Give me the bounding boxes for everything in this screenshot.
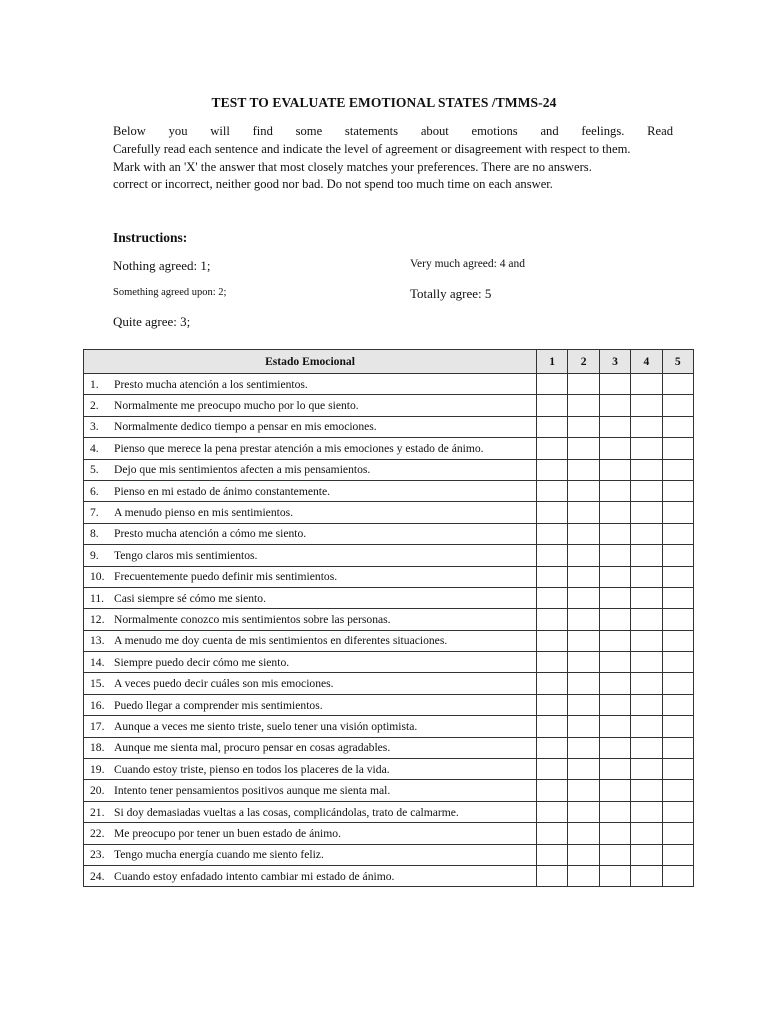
answer-cell-option-1[interactable] — [537, 759, 568, 780]
answer-cell-option-5[interactable] — [662, 566, 693, 587]
answer-cell-option-5[interactable] — [662, 652, 693, 673]
statement-number: 7. — [90, 506, 99, 520]
statement-text: Casi siempre sé cómo me siento. — [114, 591, 266, 605]
statement-cell — [84, 759, 537, 780]
answer-cell-option-3[interactable] — [599, 759, 630, 780]
column-header-option-2: 2 — [568, 350, 599, 374]
answer-cell-option-2[interactable] — [568, 587, 599, 608]
statement-text: Siempre puedo decir cómo me siento. — [114, 655, 290, 669]
answer-cell-option-2[interactable] — [568, 438, 599, 459]
answer-cell-option-4[interactable] — [631, 480, 662, 501]
answer-cell-option-3[interactable] — [599, 587, 630, 608]
answer-cell-option-4[interactable] — [631, 609, 662, 630]
table-row — [84, 673, 694, 694]
table-header-row — [84, 350, 694, 374]
answer-cell-option-5[interactable] — [662, 609, 693, 630]
statement-number: 4. — [90, 441, 99, 455]
statement-number: 23. — [90, 848, 105, 862]
table-row — [84, 502, 694, 523]
statement-text: Tengo mucha energía cuando me siento feliz. — [114, 848, 324, 862]
statement-text: Pienso que merece la pena prestar atención a mis emociones y estado de ánimo. — [114, 441, 484, 455]
statement-number: 14. — [90, 655, 105, 669]
answer-cell-option-5[interactable] — [662, 737, 693, 758]
statement-cell — [84, 780, 537, 801]
intro-line-2: Carefully read each sentence and indicate the level of agreement or disagreement with respect to them. — [113, 141, 631, 156]
table-row — [84, 652, 694, 673]
statement-number: 13. — [90, 634, 105, 648]
statement-number: 24. — [90, 869, 105, 883]
answer-cell-option-5[interactable] — [662, 480, 693, 501]
table-row — [84, 480, 694, 501]
answer-cell-option-3[interactable] — [599, 438, 630, 459]
statement-number: 19. — [90, 762, 105, 776]
table-row — [84, 609, 694, 630]
answer-cell-option-1[interactable] — [537, 694, 568, 715]
answer-cell-option-3[interactable] — [599, 395, 630, 416]
table-row — [84, 523, 694, 544]
legend-nothing-agreed: Nothing agreed: 1; — [113, 258, 211, 273]
answer-cell-option-2[interactable] — [568, 823, 599, 844]
answer-cell-option-2[interactable] — [568, 759, 599, 780]
table-row — [84, 545, 694, 566]
answer-cell-option-3[interactable] — [599, 844, 630, 865]
answer-cell-option-5[interactable] — [662, 780, 693, 801]
statement-cell — [84, 459, 537, 480]
statement-cell — [84, 823, 537, 844]
statement-number: 8. — [90, 527, 99, 541]
column-header-option-3: 3 — [599, 350, 630, 374]
statement-number: 15. — [90, 677, 105, 691]
answer-cell-option-2[interactable] — [568, 865, 599, 886]
statement-cell — [84, 374, 537, 395]
statement-number: 18. — [90, 741, 105, 755]
table-row — [84, 694, 694, 715]
column-header-option-1: 1 — [537, 350, 568, 374]
statement-cell — [84, 523, 537, 544]
answer-cell-option-3[interactable] — [599, 865, 630, 886]
answer-cell-option-4[interactable] — [631, 716, 662, 737]
statement-number: 10. — [90, 570, 105, 584]
answer-cell-option-2[interactable] — [568, 630, 599, 651]
legend-totally-agree: Totally agree: 5 — [410, 286, 492, 301]
answer-cell-option-5[interactable] — [662, 844, 693, 865]
statement-cell — [84, 587, 537, 608]
statement-text: Si doy demasiadas vueltas a las cosas, complicándolas, trato de calmarme. — [114, 805, 459, 819]
answer-cell-option-1[interactable] — [537, 609, 568, 630]
answer-cell-option-1[interactable] — [537, 502, 568, 523]
answer-cell-option-5[interactable] — [662, 438, 693, 459]
answer-cell-option-3[interactable] — [599, 652, 630, 673]
statement-text: Tengo claros mis sentimientos. — [114, 548, 258, 562]
answer-cell-option-3[interactable] — [599, 502, 630, 523]
statement-cell — [84, 865, 537, 886]
statement-cell — [84, 801, 537, 822]
answer-cell-option-5[interactable] — [662, 502, 693, 523]
statement-number: 17. — [90, 719, 105, 733]
table-row — [84, 566, 694, 587]
statement-cell — [84, 630, 537, 651]
answer-cell-option-1[interactable] — [537, 566, 568, 587]
answer-cell-option-3[interactable] — [599, 523, 630, 544]
statement-number: 21. — [90, 805, 105, 819]
answer-cell-option-1[interactable] — [537, 374, 568, 395]
statement-cell — [84, 673, 537, 694]
legend-quite-agree: Quite agree: 3; — [113, 314, 191, 329]
document-title: TEST TO EVALUATE EMOTIONAL STATES /TMMS-24 — [211, 95, 557, 110]
answer-cell-option-5[interactable] — [662, 694, 693, 715]
statement-number: 12. — [90, 612, 105, 626]
answer-cell-option-5[interactable] — [662, 823, 693, 844]
legend-something-agreed: Something agreed upon: 2; — [113, 287, 227, 298]
statement-number: 9. — [90, 548, 99, 562]
table-row — [84, 587, 694, 608]
column-header-option-4: 4 — [631, 350, 662, 374]
answer-cell-option-3[interactable] — [599, 801, 630, 822]
statement-number: 5. — [90, 463, 99, 477]
statement-cell — [84, 716, 537, 737]
answer-cell-option-4[interactable] — [631, 865, 662, 886]
answer-cell-option-1[interactable] — [537, 438, 568, 459]
column-header-statement: Estado Emocional — [84, 350, 537, 374]
answer-cell-option-1[interactable] — [537, 823, 568, 844]
answer-cell-option-2[interactable] — [568, 801, 599, 822]
answer-cell-option-2[interactable] — [568, 545, 599, 566]
table-row — [84, 630, 694, 651]
answer-cell-option-2[interactable] — [568, 673, 599, 694]
statement-text: Cuando estoy triste, pienso en todos los placeres de la vida. — [114, 762, 390, 776]
answer-cell-option-3[interactable] — [599, 416, 630, 437]
statement-number: 22. — [90, 826, 105, 840]
answer-cell-option-1[interactable] — [537, 395, 568, 416]
answer-cell-option-4[interactable] — [631, 545, 662, 566]
table-row — [84, 438, 694, 459]
answer-cell-option-5[interactable] — [662, 801, 693, 822]
answer-cell-option-4[interactable] — [631, 459, 662, 480]
answer-cell-option-3[interactable] — [599, 823, 630, 844]
answer-cell-option-5[interactable] — [662, 395, 693, 416]
statement-number: 3. — [90, 420, 99, 434]
answer-cell-option-2[interactable] — [568, 502, 599, 523]
answer-cell-option-1[interactable] — [537, 523, 568, 544]
answer-cell-option-3[interactable] — [599, 630, 630, 651]
answer-cell-option-3[interactable] — [599, 673, 630, 694]
statement-text: Normalmente dedico tiempo a pensar en mis emociones. — [114, 420, 377, 434]
answer-cell-option-3[interactable] — [599, 737, 630, 758]
answer-cell-option-3[interactable] — [599, 374, 630, 395]
answer-cell-option-3[interactable] — [599, 694, 630, 715]
statement-cell — [84, 545, 537, 566]
answer-cell-option-3[interactable] — [599, 780, 630, 801]
answer-cell-option-2[interactable] — [568, 374, 599, 395]
answer-cell-option-2[interactable] — [568, 737, 599, 758]
answer-cell-option-2[interactable] — [568, 523, 599, 544]
answer-cell-option-5[interactable] — [662, 459, 693, 480]
answer-cell-option-5[interactable] — [662, 523, 693, 544]
statement-cell — [84, 737, 537, 758]
statement-number: 11. — [90, 591, 105, 605]
answer-cell-option-4[interactable] — [631, 523, 662, 544]
answer-cell-option-1[interactable] — [537, 737, 568, 758]
statement-cell — [84, 844, 537, 865]
intro-line-1: Below you will find some statements about emotions and feelings. Read — [113, 124, 673, 138]
answer-cell-option-4[interactable] — [631, 737, 662, 758]
answer-cell-option-2[interactable] — [568, 609, 599, 630]
answer-cell-option-1[interactable] — [537, 673, 568, 694]
statement-text: Cuando estoy enfadado intento cambiar mi estado de ánimo. — [114, 869, 395, 883]
intro-line-3: Mark with an 'X' the answer that most closely matches your preferences. There are no answers. — [113, 159, 592, 174]
statement-number: 20. — [90, 784, 105, 798]
answer-cell-option-2[interactable] — [568, 716, 599, 737]
table-row — [84, 823, 694, 844]
table-row — [84, 459, 694, 480]
table-row — [84, 395, 694, 416]
statement-number: 2. — [90, 399, 99, 413]
statement-cell — [84, 609, 537, 630]
answer-cell-option-1[interactable] — [537, 587, 568, 608]
answer-cell-option-2[interactable] — [568, 459, 599, 480]
statement-text: Normalmente conozco mis sentimientos sobre las personas. — [114, 612, 391, 626]
answer-cell-option-4[interactable] — [631, 438, 662, 459]
answer-cell-option-5[interactable] — [662, 587, 693, 608]
statement-cell — [84, 566, 537, 587]
answer-cell-option-1[interactable] — [537, 480, 568, 501]
answer-cell-option-5[interactable] — [662, 865, 693, 886]
answer-cell-option-4[interactable] — [631, 502, 662, 523]
answer-cell-option-4[interactable] — [631, 587, 662, 608]
answer-cell-option-4[interactable] — [631, 416, 662, 437]
answer-cell-option-1[interactable] — [537, 652, 568, 673]
answer-cell-option-2[interactable] — [568, 652, 599, 673]
table-row — [84, 759, 694, 780]
statement-cell — [84, 395, 537, 416]
answer-cell-option-4[interactable] — [631, 780, 662, 801]
answer-cell-option-4[interactable] — [631, 566, 662, 587]
statement-cell — [84, 416, 537, 437]
statement-text: Presto mucha atención a los sentimientos. — [114, 377, 308, 391]
answer-cell-option-4[interactable] — [631, 374, 662, 395]
answer-cell-option-1[interactable] — [537, 545, 568, 566]
table-row — [84, 737, 694, 758]
legend-very-much-agreed: Very much agreed: 4 and — [410, 258, 525, 270]
intro-line-4: correct or incorrect, neither good nor bad. Do not spend too much time on each answer. — [113, 177, 553, 192]
answer-cell-option-4[interactable] — [631, 801, 662, 822]
answer-cell-option-2[interactable] — [568, 480, 599, 501]
answer-cell-option-5[interactable] — [662, 673, 693, 694]
statement-text: Aunque a veces me siento triste, suelo tener una visión optimista. — [114, 719, 418, 733]
answer-cell-option-4[interactable] — [631, 673, 662, 694]
answer-cell-option-2[interactable] — [568, 780, 599, 801]
statement-number: 1. — [90, 377, 99, 391]
table-row — [84, 416, 694, 437]
table-row — [84, 716, 694, 737]
answer-cell-option-5[interactable] — [662, 759, 693, 780]
answer-cell-option-1[interactable] — [537, 844, 568, 865]
statement-text: Presto mucha atención a cómo me siento. — [114, 527, 307, 541]
statement-cell — [84, 438, 537, 459]
statement-text: A menudo me doy cuenta de mis sentimientos en diferentes situaciones. — [114, 634, 448, 648]
statement-cell — [84, 694, 537, 715]
table-row — [84, 801, 694, 822]
table-row — [84, 374, 694, 395]
table-row — [84, 780, 694, 801]
answer-cell-option-4[interactable] — [631, 844, 662, 865]
answer-cell-option-1[interactable] — [537, 416, 568, 437]
statement-text: Pienso en mi estado de ánimo constantemente. — [114, 484, 331, 498]
answer-cell-option-1[interactable] — [537, 865, 568, 886]
answer-cell-option-1[interactable] — [537, 780, 568, 801]
statement-text: A veces puedo decir cuáles son mis emociones. — [114, 677, 334, 691]
answer-cell-option-2[interactable] — [568, 566, 599, 587]
answer-cell-option-3[interactable] — [599, 566, 630, 587]
answer-cell-option-3[interactable] — [599, 480, 630, 501]
statement-number: 16. — [90, 698, 105, 712]
statement-text: Puedo llegar a comprender mis sentimientos. — [114, 698, 323, 712]
answer-cell-option-1[interactable] — [537, 459, 568, 480]
statement-text: Normalmente me preocupo mucho por lo que siento. — [114, 399, 359, 413]
answer-cell-option-3[interactable] — [599, 609, 630, 630]
answer-cell-option-3[interactable] — [599, 545, 630, 566]
statement-cell — [84, 652, 537, 673]
answer-cell-option-5[interactable] — [662, 374, 693, 395]
answer-cell-option-5[interactable] — [662, 716, 693, 737]
statement-text: Aunque me sienta mal, procuro pensar en cosas agradables. — [114, 741, 391, 755]
answer-cell-option-4[interactable] — [631, 694, 662, 715]
statement-text: Intento tener pensamientos positivos aunque me sienta mal. — [114, 784, 391, 798]
answer-cell-option-1[interactable] — [537, 801, 568, 822]
answer-cell-option-3[interactable] — [599, 716, 630, 737]
intro-paragraph — [113, 123, 673, 194]
answer-cell-option-2[interactable] — [568, 416, 599, 437]
answer-cell-option-2[interactable] — [568, 395, 599, 416]
answer-cell-option-1[interactable] — [537, 630, 568, 651]
answer-cell-option-4[interactable] — [631, 823, 662, 844]
statement-number: 6. — [90, 484, 99, 498]
statement-text: Me preocupo por tener un buen estado de ánimo. — [114, 826, 341, 840]
statement-text: Frecuentemente puedo definir mis sentimientos. — [114, 570, 338, 584]
answer-cell-option-5[interactable] — [662, 416, 693, 437]
answer-cell-option-4[interactable] — [631, 759, 662, 780]
table-body — [84, 374, 694, 887]
answer-cell-option-2[interactable] — [568, 844, 599, 865]
answer-cell-option-5[interactable] — [662, 545, 693, 566]
column-header-option-5: 5 — [662, 350, 693, 374]
statement-text: A menudo pienso en mis sentimientos. — [114, 506, 294, 520]
statement-cell — [84, 502, 537, 523]
questionnaire-table — [83, 349, 694, 887]
answer-cell-option-3[interactable] — [599, 459, 630, 480]
answer-cell-option-4[interactable] — [631, 652, 662, 673]
answer-cell-option-5[interactable] — [662, 630, 693, 651]
instructions-heading: Instructions: — [113, 230, 188, 245]
statement-cell — [84, 480, 537, 501]
table-row — [84, 844, 694, 865]
answer-cell-option-1[interactable] — [537, 716, 568, 737]
answer-cell-option-2[interactable] — [568, 694, 599, 715]
answer-cell-option-4[interactable] — [631, 630, 662, 651]
statement-text: Dejo que mis sentimientos afecten a mis pensamientos. — [114, 463, 371, 477]
table-row — [84, 865, 694, 886]
answer-cell-option-4[interactable] — [631, 395, 662, 416]
